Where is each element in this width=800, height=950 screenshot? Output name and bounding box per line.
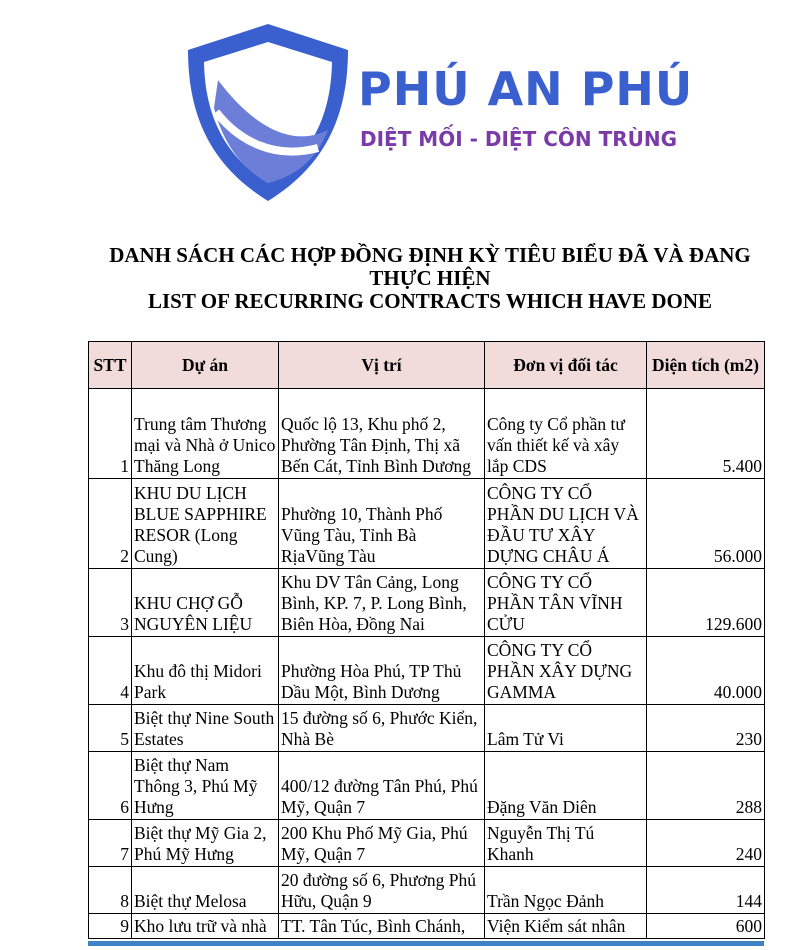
row-location: Phường 10, Thành Phố Vũng Tàu, Tỉnh Bà RịaVũng Tàu <box>279 479 485 569</box>
title-vi-line1: DANH SÁCH CÁC HỢP ĐỒNG ĐỊNH KỲ TIÊU BIỂU ĐÃ VÀ ĐANG <box>109 243 751 267</box>
table-row <box>89 867 765 914</box>
row-location: 15 đường số 6, Phước Kiển, Nhà Bè <box>279 705 485 752</box>
row-partner: Lâm Tử Vi <box>485 705 647 752</box>
row-stt: 3 <box>89 569 132 637</box>
row-area: 600 <box>647 914 765 939</box>
row-project: Khu đô thị Midori Park <box>132 637 279 705</box>
header-project: Dự án <box>132 342 279 389</box>
row-partner: Trần Ngọc Đảnh <box>485 867 647 914</box>
table-row <box>89 479 765 569</box>
header-area: Diện tích (m2) <box>647 342 765 389</box>
shield-icon <box>178 20 358 205</box>
row-partner: CÔNG TY CỔ PHẦN TÂN VĨNH CỬU <box>485 569 647 637</box>
row-project: Biệt thự Nine South Estates <box>132 705 279 752</box>
row-partner: CÔNG TY CỔ PHẦN XÂY DỰNG GAMMA <box>485 637 647 705</box>
row-stt: 9 <box>89 914 132 939</box>
row-area: 240 <box>647 820 765 867</box>
row-stt: 2 <box>89 479 132 569</box>
footer-divider <box>88 941 764 946</box>
row-area: 5.400 <box>647 389 765 479</box>
row-stt: 4 <box>89 637 132 705</box>
row-project: Biệt thự Nam Thông 3, Phú Mỹ Hưng <box>132 752 279 820</box>
document-title <box>80 244 780 313</box>
row-project: Biệt thự Mỹ Gia 2, Phú Mỹ Hưng <box>132 820 279 867</box>
row-location: 20 đường số 6, Phương Phú Hữu, Quận 9 <box>279 867 485 914</box>
header-partner: Đơn vị đối tác <box>485 342 647 389</box>
row-partner: CÔNG TY CỔ PHẦN DU LỊCH VÀ ĐẦU TƯ XÂY DỰNG CHÂU Á <box>485 479 647 569</box>
row-location: Khu DV Tân Cảng, Long Bình, KP. 7, P. Long Bình, Biên Hòa, Đồng Nai <box>279 569 485 637</box>
row-stt: 8 <box>89 867 132 914</box>
table-row <box>89 752 765 820</box>
brand-name: PHÚ AN PHÚ <box>358 62 694 116</box>
row-location: TT. Tân Túc, Bình Chánh, <box>279 914 485 939</box>
row-stt: 7 <box>89 820 132 867</box>
row-project: Kho lưu trữ và nhà <box>132 914 279 939</box>
row-partner: Đặng Văn Diên <box>485 752 647 820</box>
table-row <box>89 569 765 637</box>
row-area: 230 <box>647 705 765 752</box>
row-area: 144 <box>647 867 765 914</box>
row-location: Quốc lộ 13, Khu phố 2, Phường Tân Định, Thị xã Bến Cát, Tỉnh Bình Dương <box>279 389 485 479</box>
table-row <box>89 637 765 705</box>
row-partner: Công ty Cổ phần tư vấn thiết kế và xây lắp CDS <box>485 389 647 479</box>
row-stt: 5 <box>89 705 132 752</box>
row-area: 129.600 <box>647 569 765 637</box>
row-project: Trung tâm Thương mại và Nhà ở Unico Thăng Long <box>132 389 279 479</box>
brand-tagline: DIỆT MỐI - DIỆT CÔN TRÙNG <box>360 127 678 151</box>
row-area: 56.000 <box>647 479 765 569</box>
table-header-row <box>89 342 765 389</box>
row-area: 40.000 <box>647 637 765 705</box>
title-vi-line2: THỰC HIỆN <box>369 266 491 290</box>
contracts-table <box>88 341 765 939</box>
table-row <box>89 820 765 867</box>
row-project: KHU DU LỊCH BLUE SAPPHIRE RESOR (Long Cung) <box>132 479 279 569</box>
row-area: 288 <box>647 752 765 820</box>
row-stt: 6 <box>89 752 132 820</box>
row-partner: Nguyễn Thị Tú Khanh <box>485 820 647 867</box>
row-stt: 1 <box>89 389 132 479</box>
title-en: LIST OF RECURRING CONTRACTS WHICH HAVE DONE <box>148 289 712 313</box>
row-location: 200 Khu Phố Mỹ Gia, Phú Mỹ, Quận 7 <box>279 820 485 867</box>
row-partner: Viện Kiểm sát nhân <box>485 914 647 939</box>
row-location: Phường Hòa Phú, TP Thủ Dầu Một, Bình Dương <box>279 637 485 705</box>
row-location: 400/12 đường Tân Phú, Phú Mỹ, Quận 7 <box>279 752 485 820</box>
header-stt: STT <box>89 342 132 389</box>
row-project: KHU CHỢ GỖ NGUYÊN LIỆU <box>132 569 279 637</box>
row-project: Biệt thự Melosa <box>132 867 279 914</box>
table-row <box>89 705 765 752</box>
table-row <box>89 914 765 939</box>
table-row <box>89 389 765 479</box>
header-location: Vị trí <box>279 342 485 389</box>
